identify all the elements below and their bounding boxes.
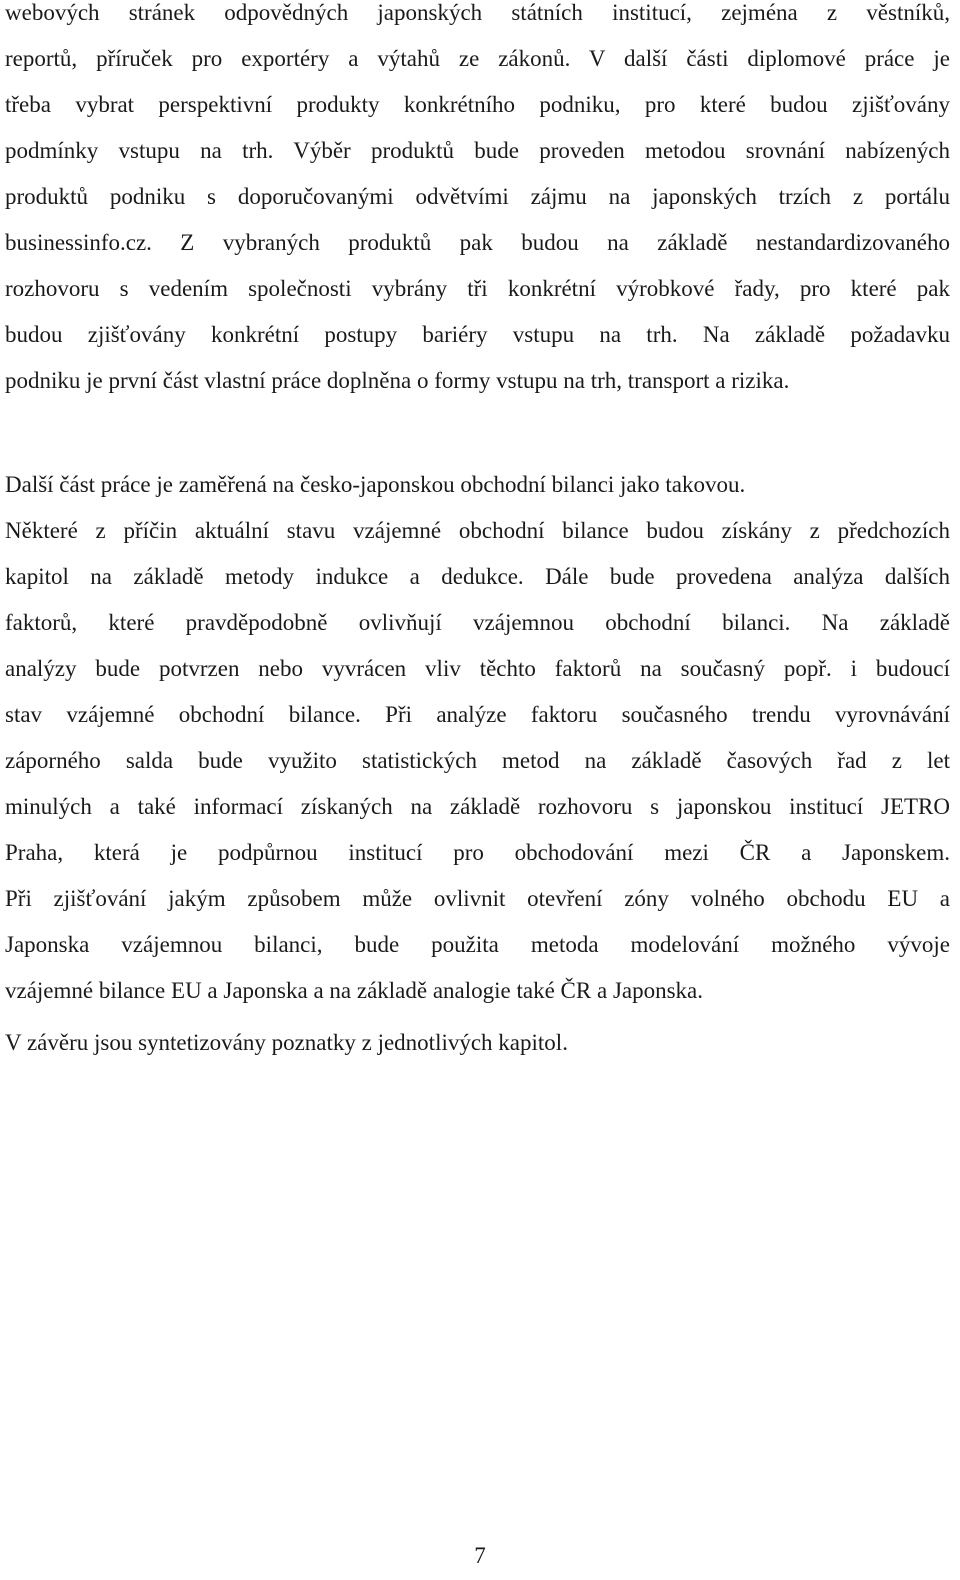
text-line: Další část práce je zaměřená na česko-japonskou obchodní bilanci jako takovou. bbox=[5, 472, 746, 497]
text-line: podmínky vstupu na trh. Výběr produktů bude proveden metodou srovnání nabízených bbox=[5, 138, 950, 163]
text-line: V závěru jsou syntetizovány poznatky z jednotlivých kapitol. bbox=[5, 1030, 568, 1055]
paragraph-trade-balance bbox=[5, 462, 950, 1014]
text-line: podniku je první část vlastní práce doplněna o formy vstupu na trh, transport a rizika. bbox=[5, 368, 790, 393]
text-line: analýzy bude potvrzen nebo vyvrácen vliv těchto faktorů na současný popř. i budoucí bbox=[5, 656, 950, 681]
text-line: vzájemné bilance EU a Japonska a na základě analogie také ČR a Japonska. bbox=[5, 978, 704, 1003]
text-line: Japonska vzájemnou bilanci, bude použita metoda modelování možného vývoje bbox=[5, 932, 950, 957]
text-line: záporného salda bude využito statistických metod na základě časových řad z let bbox=[5, 748, 950, 773]
text-line: Při zjišťování jakým způsobem může ovlivnit otevření zóny volného obchodu EU a bbox=[5, 886, 950, 911]
paragraph-conclusion bbox=[5, 1020, 950, 1066]
text-line: reportů, příruček pro exportéry a výtahů ze zákonů. V další části diplomové práce je bbox=[5, 46, 950, 71]
text-line: rozhovoru s vedením společnosti vybrány tři konkrétní výrobkové řady, pro které pak bbox=[5, 276, 950, 301]
text-line: faktorů, které pravděpodobně ovlivňují vzájemnou obchodní bilanci. Na základě bbox=[5, 610, 950, 635]
text-line: produktů podniku s doporučovanými odvětvími zájmu na japonských trzích z portálu bbox=[5, 184, 950, 209]
text-line: kapitol na základě metody indukce a dedukce. Dále bude provedena analýza dalších bbox=[5, 564, 950, 589]
text-line: minulých a také informací získaných na základě rozhovoru s japonskou institucí JETRO bbox=[5, 794, 950, 819]
text-line: businessinfo.cz. Z vybraných produktů pak budou na základě nestandardizovaného bbox=[5, 230, 950, 255]
page-number: 7 bbox=[474, 1543, 486, 1568]
paragraph-methodology-sources bbox=[5, 0, 950, 404]
text-line: Některé z příčin aktuální stavu vzájemné obchodní bilance budou získány z předchozích bbox=[5, 518, 950, 543]
text-line: Praha, která je podpůrnou institucí pro obchodování mezi ČR a Japonskem. bbox=[5, 840, 950, 865]
text-line: třeba vybrat perspektivní produkty konkrétního podniku, pro které budou zjišťovány bbox=[5, 92, 950, 117]
text-line: stav vzájemné obchodní bilance. Při analýze faktoru současného trendu vyrovnávání bbox=[5, 702, 950, 727]
text-line: webových stránek odpovědných japonských státních institucí, zejména z věstníků, bbox=[5, 0, 950, 25]
text-line: budou zjišťovány konkrétní postupy bariéry vstupu na trh. Na základě požadavku bbox=[5, 322, 950, 347]
